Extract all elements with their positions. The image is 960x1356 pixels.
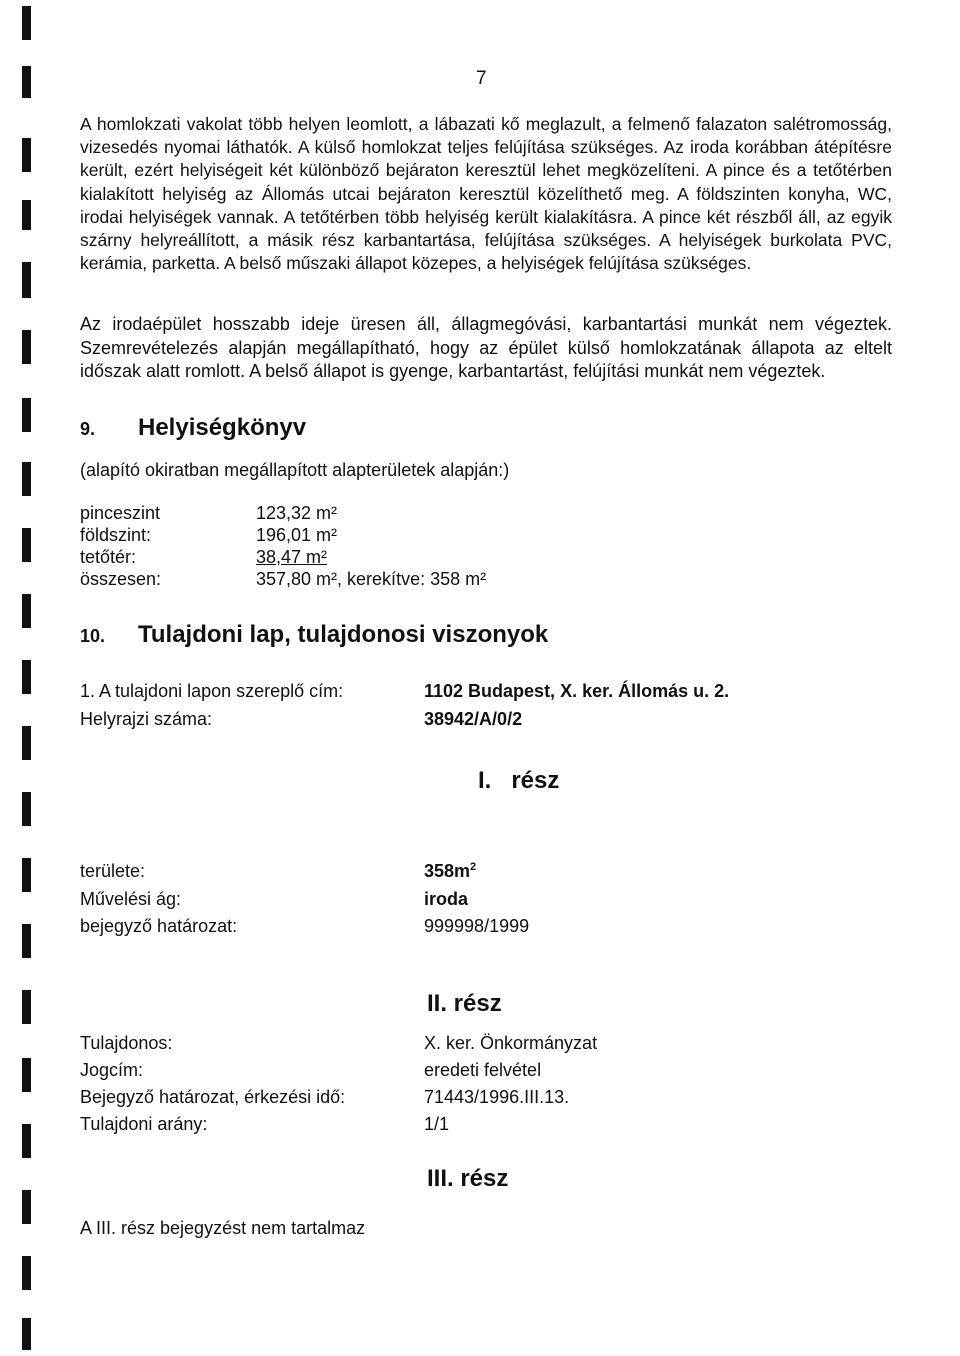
area-number: 358m [424,861,471,881]
binding-mark [22,66,31,98]
binding-mark [22,6,31,40]
address-value: 1102 Budapest, X. ker. Állomás u. 2. [424,681,730,701]
binding-mark [22,1318,31,1350]
binding-mark [22,262,31,298]
part-2-title: II. rész [427,990,502,1017]
binding-mark [22,1124,31,1158]
area-superscript: 2 [470,861,477,873]
binding-mark [22,330,31,364]
binding-mark [22,726,31,760]
address-label: 1. A tulajdoni lapon szereplő cím: [80,681,344,701]
part-1-value [424,861,476,882]
part-1-title: I. rész [478,767,560,794]
section-9-note: (alapító okiratban megállapított alapterületek alapján:) [80,460,510,480]
binding-mark [22,924,31,958]
part-1-label: bejegyző határozat: [80,916,238,936]
binding-mark [22,462,31,496]
binding-mark [22,200,31,230]
area-value: 196,01 m² [256,525,338,545]
area-label: földszint: [80,525,152,545]
paragraph-vacancy: Az irodaépület hosszabb ideje üresen áll, állagmegóvási, karbantartási munkát nem végeztek. Szemrevételezés alapján megállapítható, hogy az épület külső homlokzatának állapota az eltelt időszak alatt romlott. A belső állapot is gyenge, karbantartást, felújítási munkát nem végeztek. [80,314,892,381]
section-number: 9. [80,419,96,439]
binding-mark [22,1058,31,1092]
binding-mark [22,990,31,1024]
binding-mark [22,858,31,892]
part-1-value: 999998/1999 [424,916,530,936]
binding-mark [22,138,31,172]
part-2-label: Tulajdonos: [80,1033,173,1053]
binding-mark [22,398,31,432]
lot-value: 38942/A/0/2 [424,709,523,729]
area-total-value: 357,80 m², kerekítve: 358 m² [256,569,487,589]
part-2-label: Bejegyző határozat, érkezési idő: [80,1087,346,1107]
binding-mark [22,528,31,562]
binding-mark [22,1256,31,1290]
area-label: tetőtér: [80,547,137,567]
binding-mark [22,594,31,628]
page-number: 7 [476,68,487,89]
part-2-value: 1/1 [424,1114,450,1134]
area-value: 123,32 m² [256,503,338,523]
part-2-value: X. ker. Önkormányzat [424,1033,598,1053]
part-3-text: A III. rész bejegyzést nem tartalmaz [80,1218,366,1238]
part-1-label: Művelési ág: [80,889,182,909]
area-total-label: összesen: [80,569,162,589]
binding-mark [22,1190,31,1224]
paragraph-condition: A homlokzati vakolat több helyen leomlott, a lábazati kő meglazult, a felmenő falazaton salétromosság, vizesedés nyomai láthatók. A külső homlokzat teljes felújítása szükséges. Az iroda korábban átépítésre került, ezért helyiségeit két különböző bejáraton keresztül lehet megközelíteni. A pince és a tetőtérben kialakított helyiség az Állomás utcai bejáraton keresztül közelíthető meg. A földszinten konyha, WC, irodai helyiségek vannak. A tetőtérben több helyiség került kialakításra. A pince két részből áll, az egyik szárny helyreállított, a másik rész karbantartása, felújítása szükséges. A helyiségek burkolata PVC, kerámia, parketta. A belső műszaki állapot közepes, a helyiségek felújítása szükséges. [80,114,892,274]
section-number: 10. [80,626,106,646]
part-2-label: Jogcím: [80,1060,144,1080]
part-2-value: 71443/1996.III.13. [424,1087,570,1107]
binding-mark [22,660,31,694]
section-9-heading [80,414,306,442]
area-value: 38,47 m² [256,547,328,567]
part-1-value: iroda [424,889,469,909]
section-title: Tulajdoni lap, tulajdonosi viszonyok [138,621,549,648]
part-1-label: területe: [80,861,146,881]
section-10-heading [80,621,548,649]
binding-mark [22,792,31,826]
section-title: Helyiségkönyv [138,414,307,441]
area-label: pinceszint [80,503,161,523]
part-2-value: eredeti felvétel [424,1060,542,1080]
part-3-title: III. rész [427,1165,509,1192]
part-2-label: Tulajdoni arány: [80,1114,208,1134]
lot-label: Helyrajzi száma: [80,709,213,729]
